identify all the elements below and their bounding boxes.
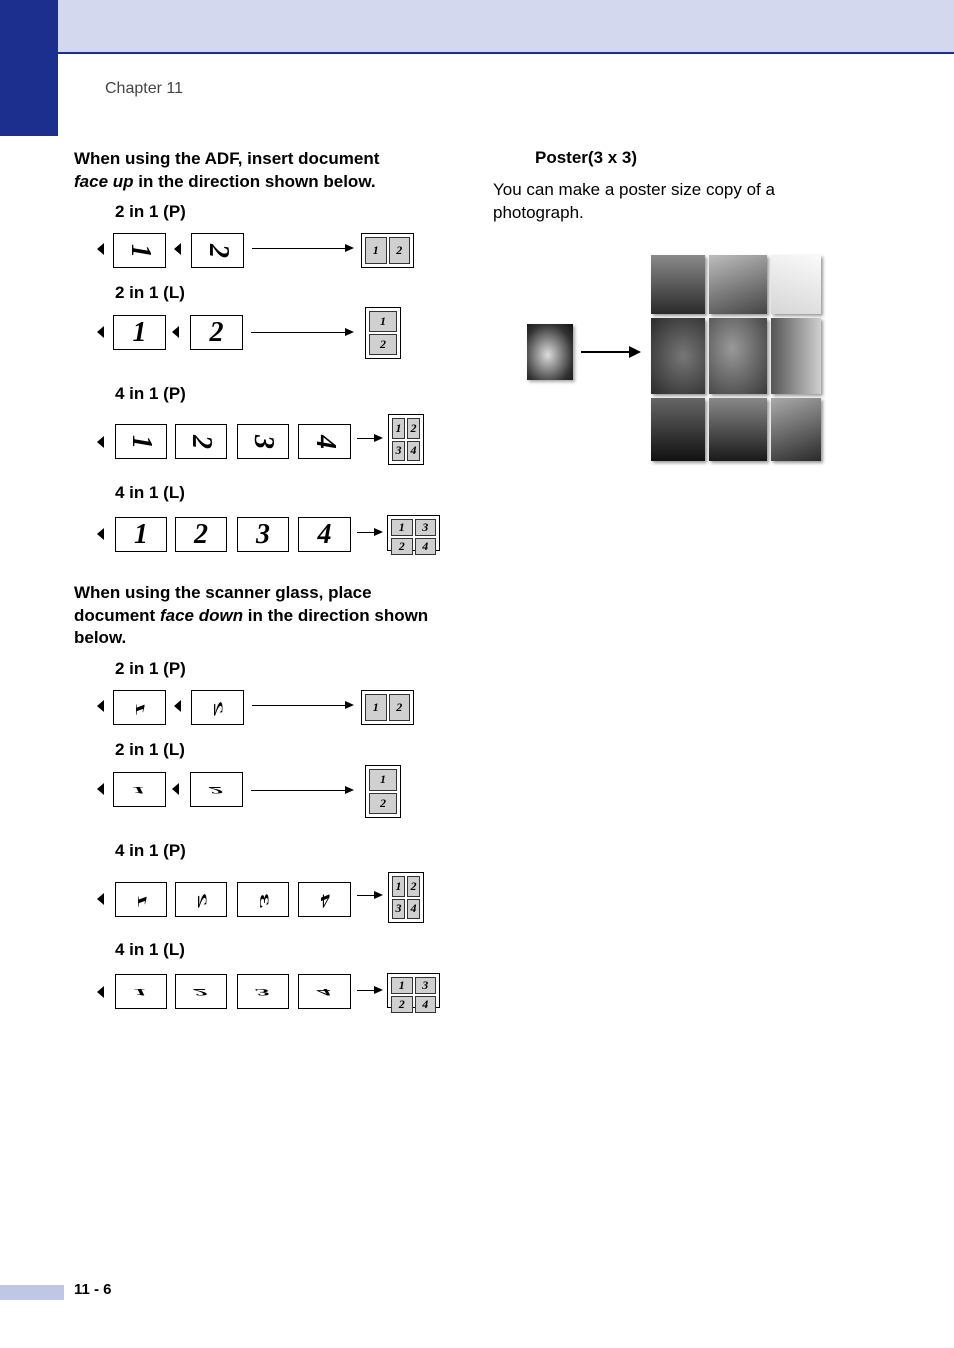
feed-direction-icon bbox=[97, 783, 104, 795]
footer-bar bbox=[0, 1285, 64, 1300]
poster-tile bbox=[651, 255, 705, 314]
adf-4in1l-label: 4 in 1 (L) bbox=[115, 483, 185, 502]
arrow-icon bbox=[252, 705, 352, 706]
arrow-icon bbox=[251, 790, 352, 791]
adf-heading-pre: When using the ADF, insert document bbox=[74, 149, 380, 168]
source-page: 3 bbox=[237, 974, 289, 1009]
source-page: 4 bbox=[298, 424, 351, 459]
arrow-icon bbox=[581, 351, 631, 353]
result-page: 1 3 2 4 bbox=[387, 515, 440, 551]
source-page: 2 bbox=[175, 882, 227, 917]
glass-heading-em: face down bbox=[159, 605, 244, 625]
glass-4in1p-label: 4 in 1 (P) bbox=[115, 841, 186, 860]
arrow-icon bbox=[357, 990, 381, 991]
poster-tile bbox=[709, 318, 767, 394]
glass-heading-pre: When using the scanner glass, place document bbox=[74, 583, 372, 625]
feed-direction-icon bbox=[172, 326, 179, 338]
result-page: 1 2 bbox=[365, 765, 401, 818]
adf-heading bbox=[74, 148, 454, 193]
poster-tiles bbox=[651, 255, 821, 461]
source-page: 2 bbox=[190, 772, 243, 807]
poster-tile bbox=[771, 318, 821, 394]
source-page: 1 bbox=[115, 424, 167, 459]
feed-direction-icon bbox=[97, 986, 104, 998]
feed-direction-icon bbox=[97, 893, 104, 905]
feed-direction-icon bbox=[97, 700, 104, 712]
source-page: 1 bbox=[115, 517, 167, 552]
adf-2in1p-label: 2 in 1 (P) bbox=[115, 202, 186, 221]
poster-tile bbox=[651, 318, 705, 394]
source-page: 4 bbox=[298, 517, 351, 552]
source-page: 1 bbox=[113, 233, 166, 268]
feed-direction-icon bbox=[97, 326, 104, 338]
feed-direction-icon bbox=[97, 243, 104, 255]
adf-2in1l-label: 2 in 1 (L) bbox=[115, 283, 185, 302]
glass-heading-post: in the direction shown below. bbox=[74, 605, 429, 647]
feed-direction-icon bbox=[172, 783, 179, 795]
poster-tile bbox=[771, 398, 821, 461]
page-number: 11 - 6 bbox=[74, 1281, 112, 1298]
source-page: 1 bbox=[115, 974, 167, 1009]
glass-2in1p-label: 2 in 1 (P) bbox=[115, 659, 186, 678]
result-page: 1 2 3 4 bbox=[388, 414, 424, 465]
feed-direction-icon bbox=[97, 528, 104, 540]
adf-heading-post: in the direction shown below. bbox=[133, 171, 376, 191]
arrow-icon bbox=[357, 438, 381, 439]
source-page: 1 bbox=[115, 882, 167, 917]
source-page: 4 bbox=[298, 882, 351, 917]
poster-tile bbox=[651, 398, 705, 461]
result-page: 1 2 bbox=[361, 690, 414, 725]
source-page: 1 bbox=[113, 315, 166, 350]
arrow-icon bbox=[357, 532, 381, 533]
feed-direction-icon bbox=[174, 700, 181, 712]
glass-2in1l-label: 2 in 1 (L) bbox=[115, 740, 185, 759]
poster-tile bbox=[709, 255, 767, 314]
header-band bbox=[58, 0, 954, 54]
poster-title: Poster(3 x 3) bbox=[535, 148, 638, 167]
feed-direction-icon bbox=[97, 436, 104, 448]
chapter-label: Chapter 11 bbox=[105, 80, 183, 97]
arrow-icon bbox=[252, 248, 352, 249]
adf-heading-em: face up bbox=[74, 171, 134, 191]
feed-direction-icon bbox=[174, 243, 181, 255]
poster-tile bbox=[709, 398, 767, 461]
source-page: 3 bbox=[237, 424, 289, 459]
result-page: 1 2 bbox=[361, 233, 414, 268]
result-page: 1 3 2 4 bbox=[387, 973, 440, 1008]
glass-4in1l-label: 4 in 1 (L) bbox=[115, 940, 185, 959]
source-page: 1 bbox=[113, 690, 166, 725]
handshake-photo bbox=[527, 324, 573, 380]
poster-tile bbox=[771, 255, 821, 314]
source-page: 2 bbox=[190, 315, 243, 350]
source-page: 2 bbox=[175, 974, 227, 1009]
source-page: 2 bbox=[191, 233, 244, 268]
source-page: 1 bbox=[113, 772, 166, 807]
source-page: 2 bbox=[175, 424, 227, 459]
result-page: 1 2 3 4 bbox=[388, 872, 424, 923]
source-page: 3 bbox=[237, 882, 289, 917]
arrow-icon bbox=[251, 332, 352, 333]
source-page: 2 bbox=[191, 690, 244, 725]
chapter-tab bbox=[0, 0, 58, 136]
arrow-icon bbox=[357, 895, 381, 896]
poster-description: You can make a poster size copy of a photograph. bbox=[493, 180, 775, 222]
result-page: 1 2 bbox=[365, 307, 401, 359]
adf-4in1p-label: 4 in 1 (P) bbox=[115, 384, 186, 403]
source-page: 4 bbox=[298, 974, 351, 1009]
source-page: 3 bbox=[237, 517, 289, 552]
source-page: 2 bbox=[175, 517, 227, 552]
glass-heading bbox=[74, 582, 454, 650]
